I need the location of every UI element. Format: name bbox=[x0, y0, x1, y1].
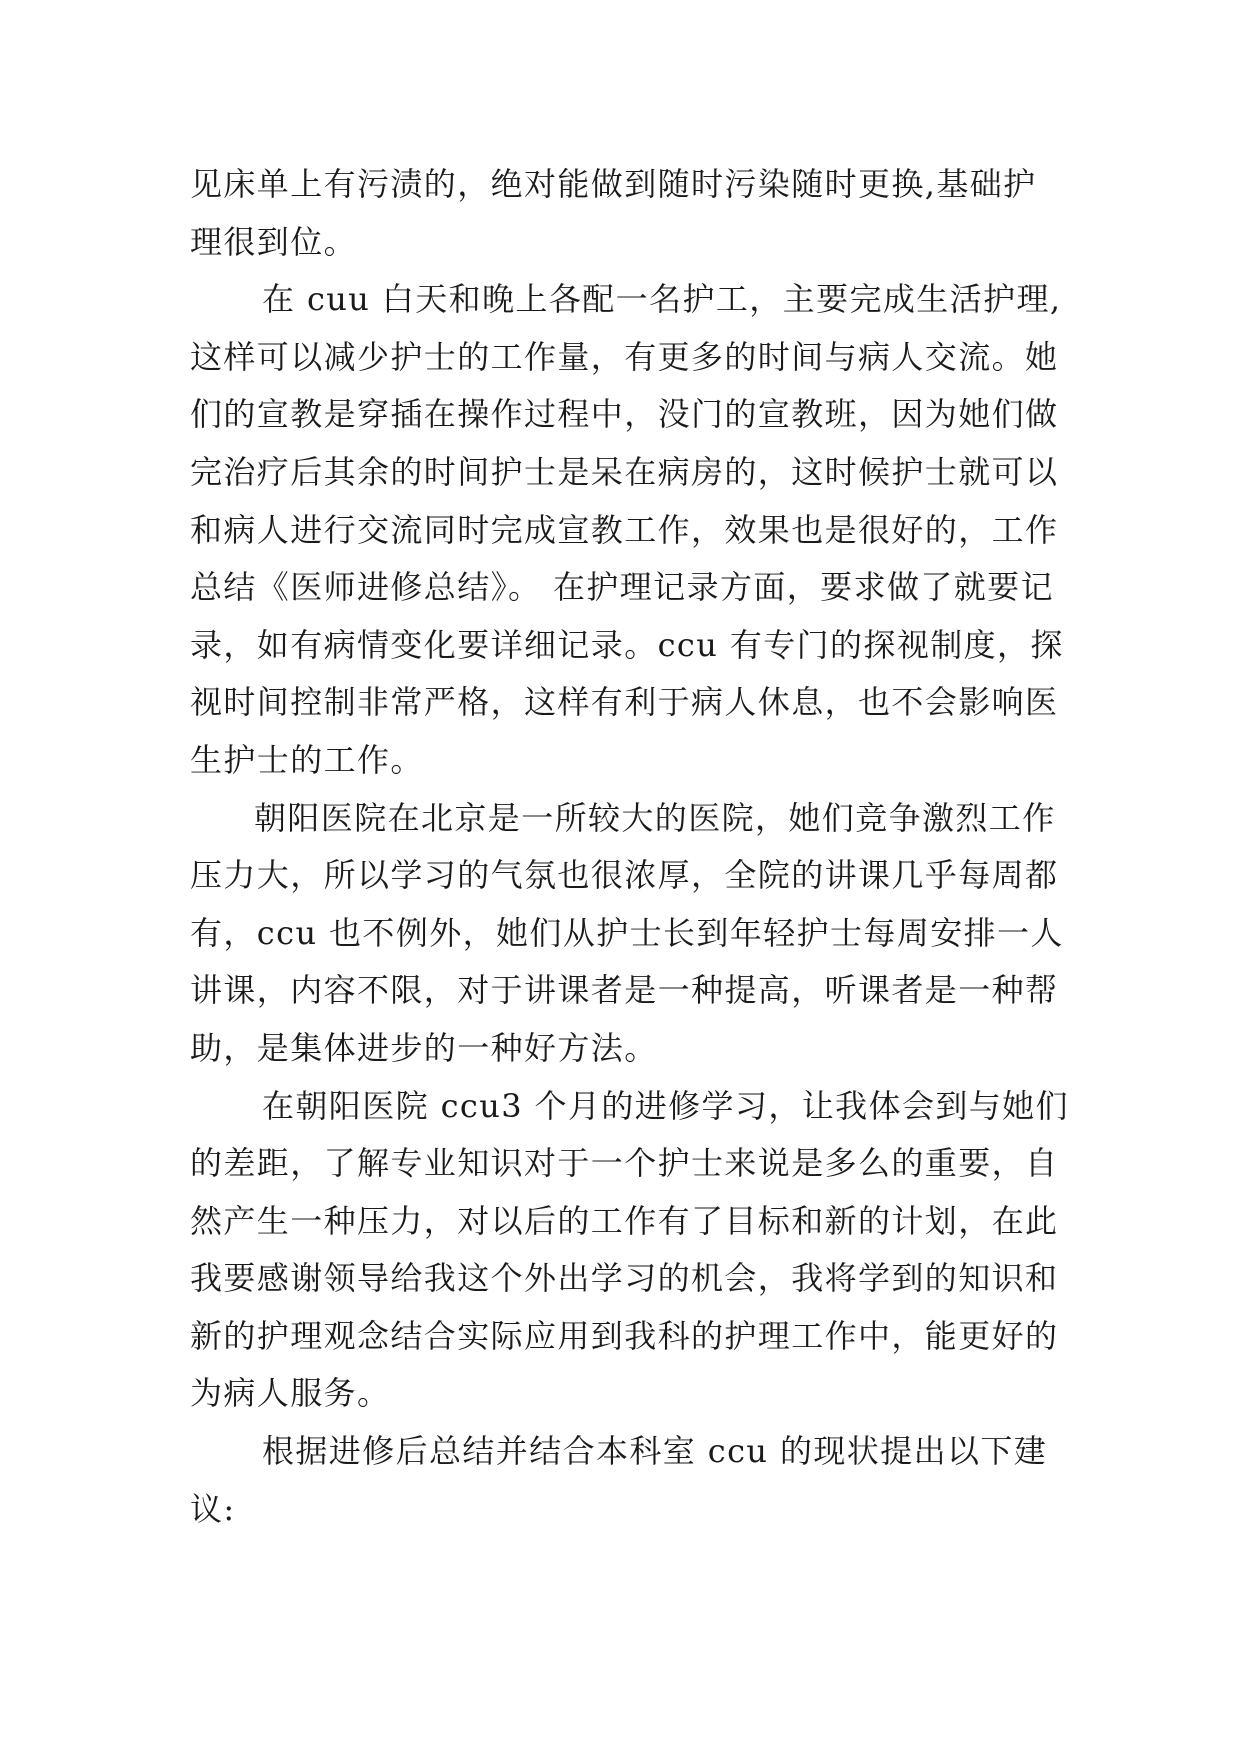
text-line: 然产生一种压力，对以后的工作有了目标和新的计划，在此 bbox=[190, 1201, 1059, 1240]
text-line: 们的宣教是穿插在操作过程中，没门的宣教班，因为她们做 bbox=[190, 395, 1059, 434]
paragraph bbox=[190, 156, 1070, 271]
text-line: 完治疗后其余的时间护士是呆在病房的，这时候护士就可以 bbox=[190, 452, 1059, 491]
text-line: 和病人进行交流同时完成宣教工作，效果也是很好的，工作 bbox=[190, 510, 1059, 549]
text-line: 总结《医师进修总结》。 在护理记录方面，要求做了就要记 bbox=[190, 568, 1054, 607]
text-line: 有，ccu 也不例外，她们从护士长到年轻护士每周安排一人 bbox=[190, 913, 1064, 952]
text-line: 压力大，所以学习的气氛也很浓厚，全院的讲课几乎每周都 bbox=[190, 856, 1059, 895]
text-line: 新的护理观念结合实际应用到我科的护理工作中，能更好的 bbox=[190, 1316, 1059, 1355]
text-line: 生护士的工作。 bbox=[190, 740, 424, 779]
text-line: 朝阳医院在北京是一所较大的医院，她们竞争激烈工作 bbox=[254, 798, 1056, 837]
paragraph bbox=[190, 271, 1070, 789]
text-line: 议: bbox=[190, 1489, 236, 1528]
text-line: 这样可以减少护士的工作量，有更多的时间与病人交流。她 bbox=[190, 337, 1059, 376]
text-line: 在朝阳医院 ccu3 个月的进修学习，让我体会到与她们 bbox=[262, 1086, 1069, 1125]
paragraph bbox=[190, 1078, 1070, 1424]
text-line: 讲课，内容不限，对于讲课者是一种提高，听课者是一种帮 bbox=[190, 971, 1059, 1010]
text-line: 理很到位。 bbox=[190, 222, 358, 261]
text-line: 录，如有病情变化要详细记录。ccu 有专门的探视制度，探 bbox=[190, 625, 1064, 664]
text-line: 视时间控制非常严格，这样有利于病人休息，也不会影响医 bbox=[190, 683, 1059, 722]
text-line: 为病人服务。 bbox=[190, 1374, 391, 1413]
text-line: 在 cuu 白天和晚上各配一名护工，主要完成生活护理, bbox=[262, 280, 1062, 319]
document-body bbox=[190, 156, 1070, 1538]
text-line: 见床单上有污渍的，绝对能做到随时污染随时更换,基础护 bbox=[190, 165, 1037, 203]
text-line: 的差距，了解专业知识对于一个护士来说是多么的重要，自 bbox=[190, 1144, 1059, 1183]
paragraph bbox=[190, 1423, 1070, 1538]
text-line: 助，是集体进步的一种好方法。 bbox=[190, 1028, 658, 1067]
text-line: 我要感谢领导给我这个外出学习的机会，我将学到的知识和 bbox=[190, 1259, 1059, 1298]
text-line: 根据进修后总结并结合本科室 ccu 的现状提出以下建 bbox=[262, 1432, 1048, 1471]
paragraph bbox=[190, 790, 1070, 1078]
